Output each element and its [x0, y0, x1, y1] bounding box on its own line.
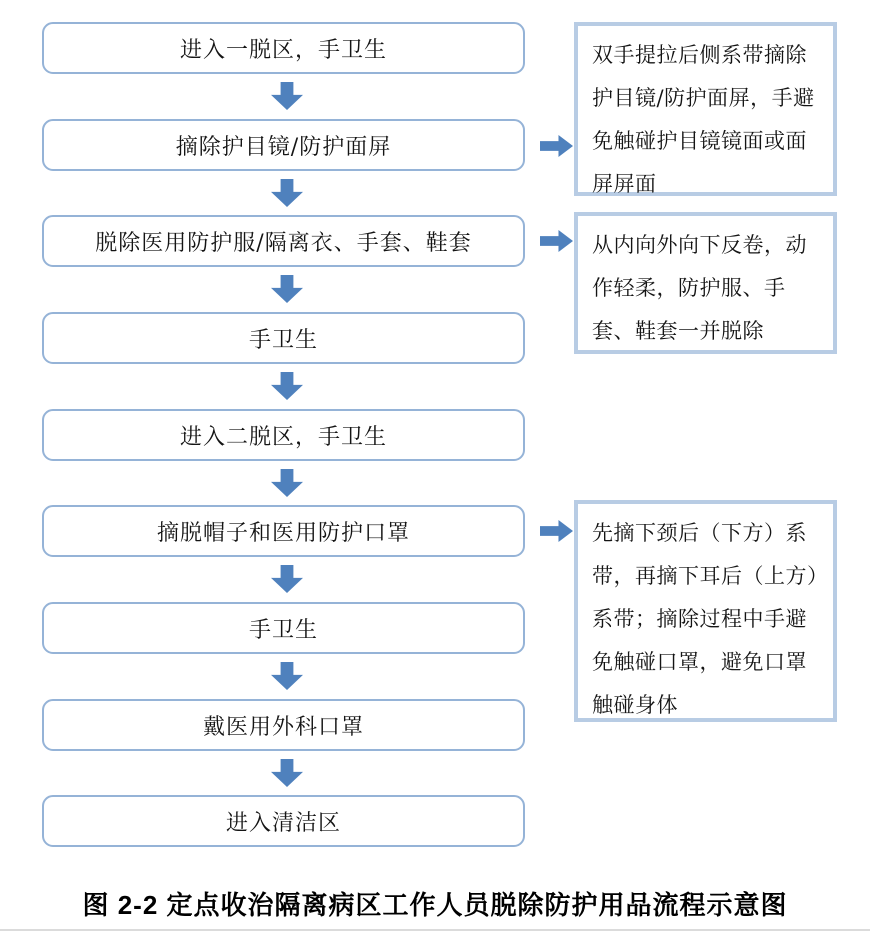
- flow-step: [42, 699, 525, 751]
- arrow-down-icon: [271, 275, 303, 303]
- flow-step: [42, 795, 525, 847]
- annotation-note: [574, 22, 837, 196]
- page-divider: [0, 929, 870, 931]
- flow-step-label: 戴医用外科口罩: [202, 714, 364, 740]
- arrow-right-icon: [540, 230, 573, 252]
- arrow-right-icon: [540, 520, 573, 542]
- annotation-note: [574, 500, 837, 722]
- flow-step-label: 手卫生: [248, 327, 318, 353]
- arrow-down-icon: [271, 179, 303, 207]
- arrow-down-icon: [271, 82, 303, 110]
- arrow-down-icon: [271, 565, 303, 593]
- arrow-down-icon: [271, 469, 303, 497]
- flow-step-label: 手卫生: [248, 617, 318, 643]
- flow-step: [42, 22, 525, 74]
- annotation-text: 先摘下颈后（下方）系带，再摘下耳后（上方）系带；摘除过程中手避免触碰口罩，避免口罩触碰身体: [592, 521, 818, 717]
- flow-step-label: 进入一脱区，手卫生: [179, 37, 387, 63]
- flow-step: [42, 602, 525, 654]
- annotation-text: 从内向外向下反卷，动作轻柔，防护服、手套、鞋套一并脱除: [592, 233, 807, 343]
- flow-step: [42, 505, 525, 557]
- annotation-text: 双手提拉后侧系带摘除护目镜/防护面屏，手避免触碰护目镜镜面或面屏屏面: [592, 43, 815, 196]
- flow-step-label: 脱除医用防护服/隔离衣、手套、鞋套: [95, 230, 472, 256]
- flow-step-label: 进入二脱区，手卫生: [179, 424, 387, 450]
- arrow-down-icon: [271, 372, 303, 400]
- arrow-down-icon: [271, 759, 303, 787]
- flow-step: [42, 312, 525, 364]
- arrow-down-icon: [271, 662, 303, 690]
- flow-step: [42, 119, 525, 171]
- flow-step: [42, 409, 525, 461]
- flow-step-label: 摘脱帽子和医用防护口罩: [156, 520, 410, 546]
- flow-step-label: 进入清洁区: [225, 810, 341, 836]
- flow-step-label: 摘除护目镜/防护面屏: [175, 134, 392, 160]
- arrow-right-icon: [540, 135, 573, 157]
- figure-caption: 图 2-2 定点收治隔离病区工作人员脱除防护用品流程示意图: [82, 890, 788, 920]
- flow-step: [42, 215, 525, 267]
- annotation-note: [574, 212, 837, 354]
